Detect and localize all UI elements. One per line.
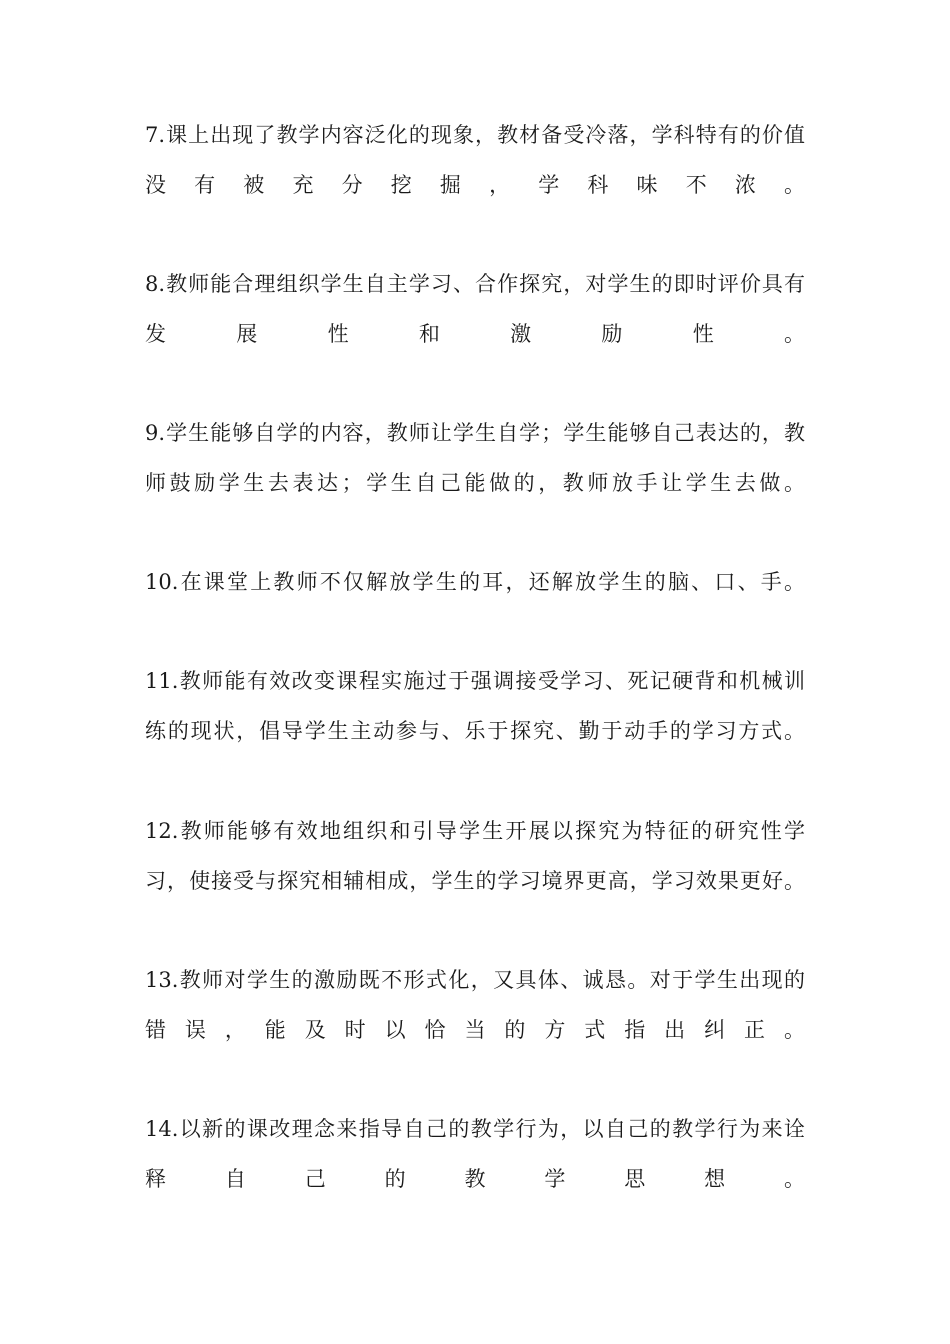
list-item-13 bbox=[145, 955, 805, 1055]
item-line: 师鼓励学生去表达；学生自己能做的，教师放手让学生去做。 bbox=[145, 471, 805, 495]
item-line: 错误，能及时以恰当的方式指出纠正。 bbox=[145, 1018, 805, 1042]
list-item-9 bbox=[145, 408, 805, 508]
item-line: 14.以新的课改理念来指导自己的教学行为，以自己的教学行为来诠 bbox=[145, 1117, 805, 1141]
item-line: 练的现状，倡导学生主动参与、乐于探究、勤于动手的学习方式。 bbox=[145, 719, 805, 743]
list-item-10 bbox=[145, 557, 805, 607]
item-line: 释自己的教学思想。 bbox=[145, 1167, 805, 1191]
item-line: 7.课上出现了教学内容泛化的现象，教材备受冷落，学科特有的价值 bbox=[145, 123, 805, 147]
list-item-7 bbox=[145, 110, 805, 210]
item-line: 10.在课堂上教师不仅解放学生的耳，还解放学生的脑、口、手。 bbox=[145, 570, 805, 594]
item-line: 没有被充分挖掘，学科味不浓。 bbox=[145, 173, 805, 197]
item-line: 发展性和激励性。 bbox=[145, 322, 805, 346]
item-line: 8.教师能合理组织学生自主学习、合作探究，对学生的即时评价具有 bbox=[145, 272, 805, 296]
item-line: 习，使接受与探究相辅相成，学生的学习境界更高，学习效果更好。 bbox=[145, 869, 805, 893]
item-line: 12.教师能够有效地组织和引导学生开展以探究为特征的研究性学 bbox=[145, 819, 805, 843]
item-line: 11.教师能有效改变课程实施过于强调接受学习、死记硬背和机械训 bbox=[145, 669, 805, 693]
item-line: 13.教师对学生的激励既不形式化，又具体、诚恳。对于学生出现的 bbox=[145, 968, 805, 992]
list-item-14 bbox=[145, 1104, 805, 1204]
list-item-11 bbox=[145, 656, 805, 756]
list-item-12 bbox=[145, 806, 805, 906]
item-line: 9.学生能够自学的内容，教师让学生自学；学生能够自己表达的，教 bbox=[145, 421, 805, 445]
list-item-8 bbox=[145, 259, 805, 359]
